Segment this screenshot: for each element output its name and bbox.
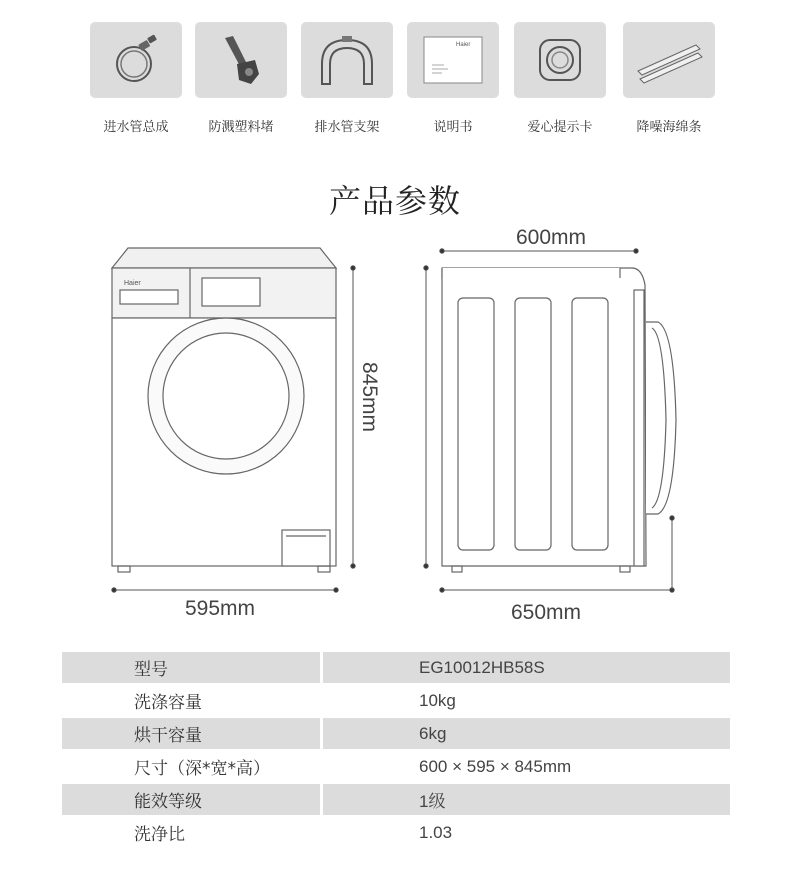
side-view [442, 268, 676, 572]
table-row [62, 718, 730, 749]
manual-brand: Haier [456, 42, 471, 48]
spec-name: 能效等级 [62, 784, 320, 815]
spec-value: EG10012HB58S [323, 652, 730, 683]
accessory-label: 进水管总成 [103, 120, 169, 135]
table-row [62, 685, 730, 716]
spec-value: 10kg [419, 690, 456, 710]
spec-name: 型号 [62, 652, 320, 683]
accessory-label: 防溅塑料堵 [208, 120, 274, 135]
spec-name: 洗涤容量 [134, 693, 202, 713]
front-view [112, 248, 336, 572]
spec-value: 1级 [323, 784, 730, 815]
front-height-label: 845mm [358, 361, 381, 433]
side-depth-label: 650mm [511, 601, 582, 624]
accessory-label: 排水管支架 [314, 120, 380, 135]
side-width-label: 600mm [516, 226, 587, 249]
front-view-brand: Haier [124, 280, 141, 287]
section-title: 产品参数 [328, 182, 461, 220]
front-width-label: 595mm [185, 597, 256, 620]
spec-name: 烘干容量 [62, 718, 320, 749]
spec-name: 尺寸（深*宽*高） [134, 759, 270, 779]
table-row [62, 751, 730, 782]
table-row [62, 652, 730, 683]
accessory-label: 降噪海绵条 [636, 120, 702, 135]
spec-value: 600 × 595 × 845mm [419, 756, 572, 776]
spec-table [62, 650, 730, 850]
spec-value: 1.03 [419, 822, 453, 842]
accessory-label: 说明书 [433, 120, 473, 135]
spec-value: 6kg [323, 718, 730, 749]
table-row [62, 817, 730, 848]
table-row [62, 784, 730, 815]
spec-name: 洗净比 [134, 825, 185, 845]
accessory-label: 爱心提示卡 [527, 120, 593, 135]
